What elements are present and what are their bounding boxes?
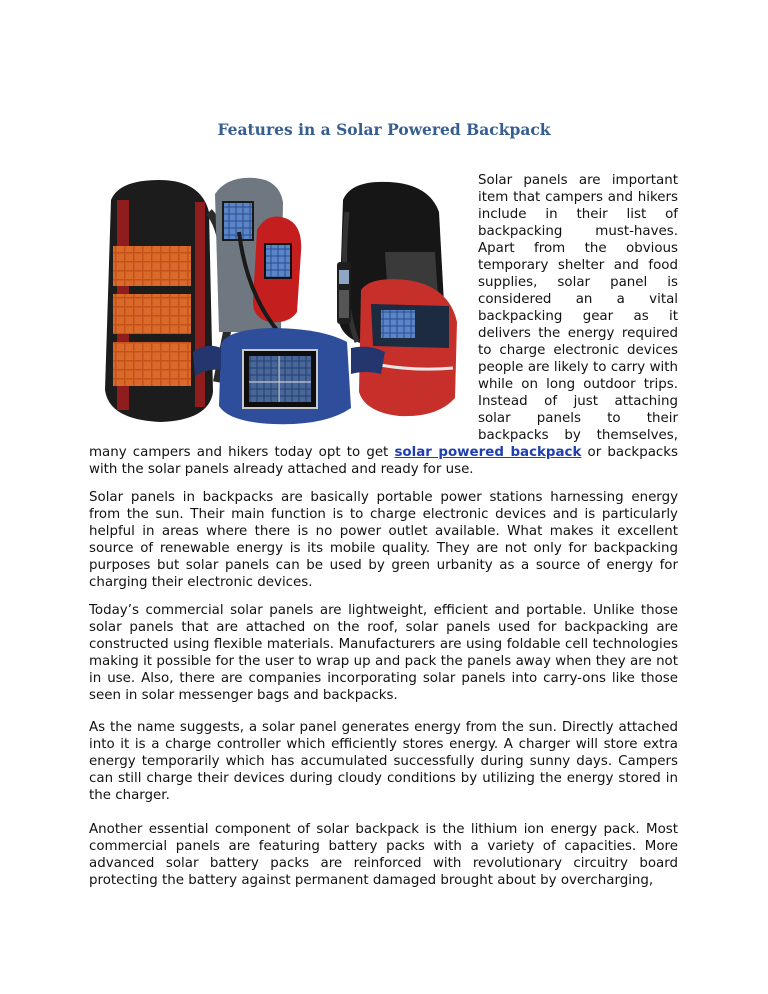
paragraph-lithium-ion-pack: Another essential component of solar backpack is the lithium ion energy pack. Most commercial panels are featuring battery packs with a variety of capacities. More advanced solar battery packs are reinforced with revolutionary circuitry board protecting the battery against permanent damaged brought about by overcharging, (89, 822, 678, 888)
document-title: Features in a Solar Powered Backpack (217, 120, 551, 139)
mobile-phone (337, 262, 351, 324)
intro-paragraph (89, 172, 678, 478)
paragraph-charge-controller: As the name suggests, a solar panel generates energy from the sun. Directly attached into it is a charge controller which efficiently stores energy. A charger will store extra energy temporarily which has accumulated successfully during sunny days. Campers can still charge their devices during cloudy conditions by utilizing the energy stored in the charger. (89, 720, 678, 803)
intro-text-end: or backpacks with the solar panels already attached and ready for use. (89, 445, 678, 477)
intro-text: Solar panels are important item that campers and hikers include in their list of backpacking must-haves. Apart from the obvious temporary shelter and food supplies, solar panel is considered an a vital backpacking gear as it delivers the energy required to charge electronic devices people are likely to carry with while on long outdoor trips. Instead of just attaching solar panels to their backpacks by themselves, many campers and hikers today opt to get (89, 173, 678, 460)
paragraph-solar-power-stations: Solar panels in backpacks are basically portable power stations harnessing energy from the sun. Their main function is to charge electronic devices and is particularly helpful in areas where there is no power outlet available. What makes it excellent source of renewable energy is its mobile quality. They are not only for backpacking purposes but solar panels can be used by green urbanity as a source of energy for charging their electronic devices. (89, 490, 678, 590)
red-backpack-panel (359, 279, 457, 416)
black-backpack-orange-panel (105, 180, 227, 422)
paragraph-commercial-panels: Today’s commercial solar panels are lightweight, efficient and portable. Unlike those solar panels that are attached on the roof, solar panels used for backpacking are constructed using flexible materials. Manufacturers are using foldable cell technologies making it possible for the user to wrap up and pack the panels away when they are not in use. Also, there are companies incorporating solar panels into carry-ons like those seen in solar messenger bags and backpacks. (89, 603, 678, 703)
backpacks-photo (89, 172, 463, 440)
solar-powered-backpack-link[interactable]: solar powered backpack (394, 445, 582, 460)
